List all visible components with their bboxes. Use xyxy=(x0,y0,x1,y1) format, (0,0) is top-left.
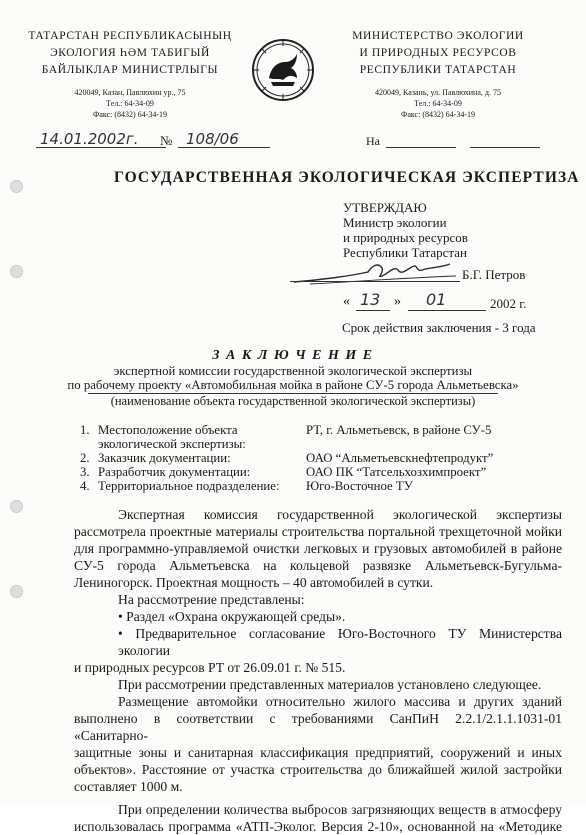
quote-close: » xyxy=(394,294,401,309)
conclusion-project: по рабочему проекту «Автомобильная мойка в районе СУ-5 города Альметьевска» xyxy=(67,378,519,392)
letterhead-right-fax: Факс: (8432) 64-34-19 xyxy=(401,110,475,119)
na-underline xyxy=(386,146,456,148)
paragraph-line: При рассмотрении представленных материалов установлено следующее. xyxy=(118,677,542,692)
approval-line: Республики Татарстан xyxy=(343,245,467,260)
letterhead-left-fax: Факс: (8432) 64-34-19 xyxy=(93,110,167,119)
bullet-item: • Раздел «Охрана окружающей среды». xyxy=(118,609,346,624)
signature-line xyxy=(290,280,460,282)
month-underline xyxy=(408,309,486,311)
paragraph-line: выполнено в соответствии с требованиями СанПиН 2.2.1/2.1.1.1031-01 «Санитарно- xyxy=(74,711,562,743)
na-label: На xyxy=(366,134,380,148)
approval-block xyxy=(343,200,468,260)
paragraph-line: При определении количества выбросов загрязняющих веществ в атмосферу xyxy=(118,802,562,817)
approval-line: Министр экологии xyxy=(343,215,447,230)
handwritten-day: 13 xyxy=(360,290,381,309)
item-value: РТ, г. Альметьевск, в районе СУ-5 xyxy=(306,423,492,437)
letterhead-left-address: 420049, Казан, Павлюхин ур., 75 xyxy=(74,88,186,97)
letterhead-right-line: МИНИСТЕРСТВО ЭКОЛОГИИ xyxy=(352,30,524,42)
paragraph-line: Экспертная комиссия государственной экологической экспертизы xyxy=(118,507,562,522)
paragraph-line: объектов». Расстояние от участка строительства до ближайшей жилой застройки xyxy=(74,762,562,777)
item-value: ОАО ПК “Татсельхозхимпроект” xyxy=(306,465,487,479)
handwritten-number: 108/06 xyxy=(186,130,239,148)
item-value: ОАО “Альметьевскнефтепродукт” xyxy=(306,451,494,465)
conclusion-line: экспертной комиссии государственной экологической экспертизы xyxy=(113,364,473,378)
item-label: Территориальное подразделение: xyxy=(98,479,280,493)
letterhead-right xyxy=(328,28,548,120)
letterhead-right-line: РЕСПУБЛИКИ ТАТАРСТАН xyxy=(359,64,517,76)
punch-hole xyxy=(10,500,23,513)
punch-hole xyxy=(10,180,23,193)
approval-year: 2002 г. xyxy=(490,296,527,311)
letterhead-left-line: ТАТАРСТАН РЕСПУБЛИКАСЫНЫҢ xyxy=(28,30,232,42)
approval-line: и природных ресурсов xyxy=(343,230,468,245)
number-symbol: № xyxy=(160,133,173,148)
letterhead-right-address: 420049, Казань, ул. Павлюхина, д. 75 xyxy=(375,88,501,97)
paragraph-line: На рассмотрение представлены: xyxy=(118,592,305,607)
signature xyxy=(290,258,460,288)
quote-open: « xyxy=(343,294,350,309)
signer-name: Б.Г. Петров xyxy=(462,267,526,282)
item-label: экологической экспертизы: xyxy=(98,437,246,451)
item-number: 2. xyxy=(80,451,90,465)
paragraph-line: защитные зоны и санитарная классификация предприятий, сооружений и иных xyxy=(74,745,562,760)
letterhead-right-line: И ПРИРОДНЫХ РЕСУРСОВ xyxy=(359,47,517,59)
paragraph-line: Размещение автомойки относительно жилого массива и других зданий xyxy=(118,694,562,709)
letterhead-left-line: ЭКОЛОГИЯ ҺӘМ ТАБИГЫЙ xyxy=(50,47,210,59)
tatarstan-emblem-icon xyxy=(251,38,315,102)
letterhead-left-line: БАЙЛЫКЛАР МИНИСТРЛЫГЫ xyxy=(41,64,219,76)
bullet-item: • Предварительное согласование Юго-Восточного ТУ Министерства экологии xyxy=(118,626,562,658)
body-text xyxy=(74,506,562,835)
punch-hole xyxy=(10,265,23,278)
letterhead-left-phone: Тел.: 64-34-09 xyxy=(106,99,154,108)
item-label: Разработчик документации: xyxy=(98,465,251,479)
paragraph-line: Лениногорск. Проектная мощность – 40 автомобилей в сутки. xyxy=(74,575,434,590)
paragraph-line: составляет 1000 м. xyxy=(74,779,183,794)
letterhead-right-phone: Тел.: 64-34-09 xyxy=(414,99,462,108)
punch-hole xyxy=(10,585,23,598)
conclusion-caption: (наименование объекта государственной экологической экспертизы) xyxy=(110,394,476,408)
handwritten-month: 01 xyxy=(426,290,447,309)
paragraph-line: использовалась программа «АТП-Эколог. Версия 2-10», основанной на «Методике xyxy=(74,819,562,834)
main-title: ГОСУДАРСТВЕННАЯ ЭКОЛОГИЧЕСКАЯ ЭКСПЕРТИЗА xyxy=(114,169,580,186)
handwritten-date: 14.01.2002г. xyxy=(40,130,139,148)
validity-note: Срок действия заключения - 3 года xyxy=(342,320,536,335)
item-label: Заказчик документации: xyxy=(98,451,231,465)
item-label: Местоположение объекта xyxy=(98,423,238,437)
paragraph-line: для программно-управляемой очистки легковых и грузовых автомобилей в районе xyxy=(74,541,562,556)
na-underline xyxy=(470,146,540,148)
paragraph-line: и природных ресурсов РТ от 26.09.01 г. № 515. xyxy=(74,660,346,675)
paragraph-line: СУ-5 города Альметьевска на кольцевой развязке Альметьевск-Бугульма- xyxy=(74,558,562,573)
paragraph-line: рассмотрела проектные материалы строительства портальной трехщеточной мойки xyxy=(74,524,562,539)
item-number: 3. xyxy=(80,465,90,479)
letterhead-left xyxy=(20,28,240,120)
conclusion-title: З А К Л Ю Ч Е Н И Е xyxy=(212,348,374,363)
item-number: 1. xyxy=(80,423,90,437)
day-underline xyxy=(356,309,390,311)
bullet-icon: • xyxy=(118,626,136,641)
item-value: Юго-Восточное ТУ xyxy=(306,479,413,493)
approval-label: УТВЕРЖДАЮ xyxy=(343,200,427,215)
bullet-icon: • xyxy=(118,609,127,624)
item-number: 4. xyxy=(80,479,90,493)
